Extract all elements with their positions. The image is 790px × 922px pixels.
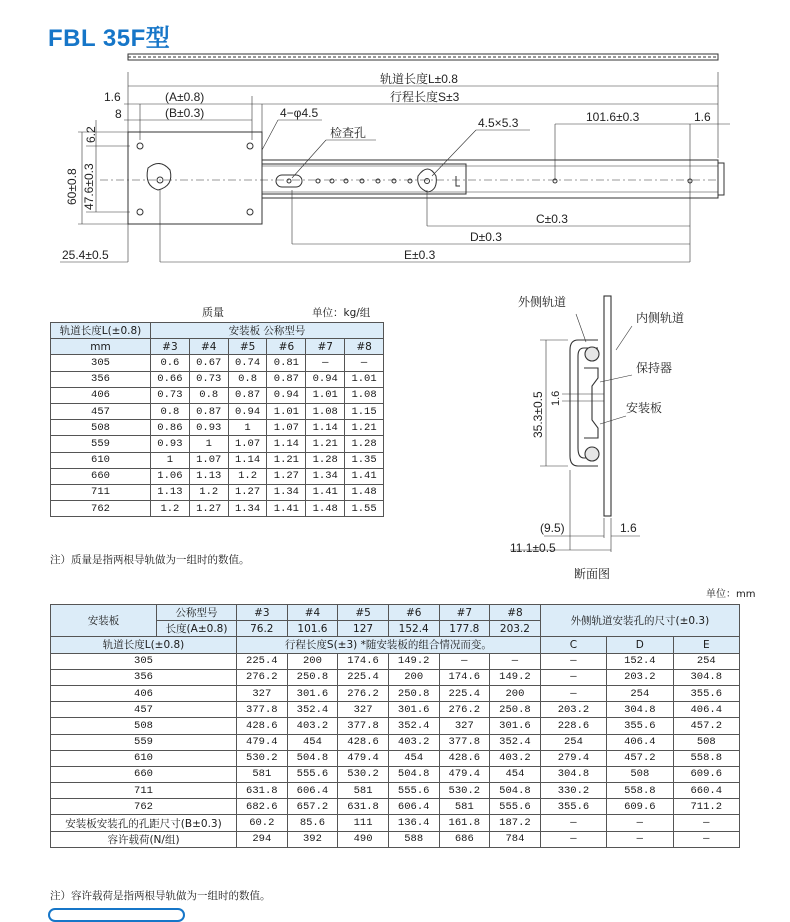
mt-value: 200 <box>490 685 541 701</box>
mt-value: 377.8 <box>237 702 288 718</box>
table-row <box>51 718 740 734</box>
mt-value: 330.2 <box>540 783 606 799</box>
mt-load-value: 392 <box>287 831 338 847</box>
mt-rail-length: 610 <box>51 750 237 766</box>
mt-value: 558.8 <box>607 783 673 799</box>
mt-value: 355.6 <box>673 685 739 701</box>
dim-101-6: 101.6±0.3 <box>586 110 640 124</box>
mass-value: 1.13 <box>189 468 228 484</box>
section-tab-bar <box>48 908 185 922</box>
mt-length-value: 152.4 <box>388 621 439 637</box>
mt-value: 254 <box>540 734 606 750</box>
mass-value: 1.55 <box>345 501 384 517</box>
mt-value: 352.4 <box>287 702 338 718</box>
dim-c: C±0.3 <box>536 212 568 226</box>
mt-rail-length: 406 <box>51 685 237 701</box>
mt-value: 555.6 <box>490 799 541 815</box>
mt-value: — <box>490 653 541 669</box>
mass-value: 1.35 <box>345 452 384 468</box>
mass-value: 1.21 <box>306 436 345 452</box>
mt-plate: 安装板 <box>51 605 157 637</box>
mt-value: 530.2 <box>439 783 490 799</box>
mt-value: 225.4 <box>338 669 389 685</box>
page-title: FBL 35F型 <box>48 25 171 52</box>
dim-a: (A±0.8) <box>165 90 205 104</box>
dim-rail-length: 轨道长度L±0.8 <box>380 72 458 86</box>
mt-value: 174.6 <box>338 653 389 669</box>
mt-rail-length: 762 <box>51 799 237 815</box>
mt-length-value: 101.6 <box>287 621 338 637</box>
mass-rail-length: 406 <box>51 387 151 403</box>
mt-value: 660.4 <box>673 783 739 799</box>
mass-value: 1.14 <box>306 420 345 436</box>
mt-pitch-label: 安装板安装孔的孔距尺寸(B±0.3) <box>51 815 237 831</box>
mt-value: 254 <box>607 685 673 701</box>
mt-pitch-value: 187.2 <box>490 815 541 831</box>
mt-pitch-value: — <box>673 815 739 831</box>
mass-value: 1.2 <box>228 468 267 484</box>
dim-b: (B±0.3) <box>165 106 205 120</box>
mt-pitch-value: 85.6 <box>287 815 338 831</box>
mt-length-value: 127 <box>338 621 389 637</box>
section-caption: 断面图 <box>574 567 611 581</box>
mt-value: 200 <box>388 669 439 685</box>
dim-25-4: 25.4±0.5 <box>62 248 109 262</box>
mass-value: 0.87 <box>228 387 267 403</box>
mass-mm: mm <box>51 339 151 355</box>
mt-value: 428.6 <box>439 750 490 766</box>
dim-section-thick: 1.6 <box>550 390 562 406</box>
mass-rail-length: 610 <box>51 452 151 468</box>
mass-value: 1.01 <box>306 387 345 403</box>
dim-slot: 4.5×5.3 <box>478 116 519 130</box>
mass-value: 0.8 <box>151 403 190 419</box>
mt-value: 530.2 <box>338 766 389 782</box>
mass-value: 0.94 <box>228 403 267 419</box>
table-row <box>51 815 740 831</box>
mt-value: 327 <box>237 685 288 701</box>
mt-load-value: 784 <box>490 831 541 847</box>
mt-value: 479.4 <box>237 734 288 750</box>
mt-value: 428.6 <box>237 718 288 734</box>
mt-value: 581 <box>439 799 490 815</box>
mass-value: — <box>306 355 345 371</box>
mt-value: 657.2 <box>287 799 338 815</box>
mt-value: 327 <box>338 702 389 718</box>
mt-value: 301.6 <box>388 702 439 718</box>
mt-value: 254 <box>673 653 739 669</box>
dim-section-height: 35.3±0.5 <box>531 391 545 438</box>
mt-value: 228.6 <box>540 718 606 734</box>
mass-value: 1.27 <box>189 501 228 517</box>
mass-value: 0.93 <box>151 436 190 452</box>
table-row <box>51 468 384 484</box>
label-retainer: 保持器 <box>636 361 673 375</box>
dim-holes: 4−φ4.5 <box>280 106 319 120</box>
label-mount-plate: 安装板 <box>626 401 663 415</box>
mt-load-value: 490 <box>338 831 389 847</box>
mt-value: 203.2 <box>607 669 673 685</box>
mass-value: 1 <box>189 436 228 452</box>
mass-value: 1.2 <box>151 501 190 517</box>
mass-col-header: #8 <box>345 339 384 355</box>
mt-value: 377.8 <box>338 718 389 734</box>
mt-value: — <box>439 653 490 669</box>
mass-value: 1.27 <box>228 484 267 500</box>
table-row <box>51 355 384 371</box>
section-drawing <box>500 290 700 590</box>
mass-rail-length: 457 <box>51 403 151 419</box>
mass-col-header: #6 <box>267 339 306 355</box>
dim-47-6: 47.6±0.3 <box>82 163 96 210</box>
table-row <box>51 387 384 403</box>
mt-value: 581 <box>338 783 389 799</box>
dim-section-1-6: 1.6 <box>620 521 637 535</box>
mt-model-header: #3 <box>237 605 288 621</box>
mass-value: 0.8 <box>189 387 228 403</box>
mt-value: 530.2 <box>237 750 288 766</box>
mass-value: 1.27 <box>267 468 306 484</box>
mt-length-value: 203.2 <box>490 621 541 637</box>
mass-value: 0.87 <box>267 371 306 387</box>
mt-load-value: — <box>540 831 606 847</box>
mt-value: 682.6 <box>237 799 288 815</box>
mt-model: 公称型号 <box>157 605 237 621</box>
mt-pitch-value: 111 <box>338 815 389 831</box>
mt-outer-header: 外侧轨道安装孔的尺寸(±0.3) <box>540 605 739 637</box>
mt-value: 454 <box>287 734 338 750</box>
mt-load-value: 294 <box>237 831 288 847</box>
mt-value: 352.4 <box>388 718 439 734</box>
mass-value: — <box>345 355 384 371</box>
mt-length-value: 76.2 <box>237 621 288 637</box>
mass-value: 1.07 <box>189 452 228 468</box>
mass-value: 0.94 <box>306 371 345 387</box>
mt-value: 250.8 <box>490 702 541 718</box>
table-row <box>51 371 384 387</box>
mt-rail-len: 轨道长度L(±0.8) <box>51 637 237 653</box>
mass-rail-length: 711 <box>51 484 151 500</box>
mt-value: 250.8 <box>287 669 338 685</box>
mass-value: 1.48 <box>345 484 384 500</box>
dim-11-1: 11.1±0.5 <box>510 541 556 555</box>
mt-load-value: 686 <box>439 831 490 847</box>
mt-value: 304.8 <box>673 669 739 685</box>
mass-value: 1.41 <box>267 501 306 517</box>
table-row <box>51 702 740 718</box>
mt-value: 279.4 <box>540 750 606 766</box>
table-row <box>51 420 384 436</box>
mt-value: 304.8 <box>540 766 606 782</box>
mt-value: 504.8 <box>490 783 541 799</box>
mt-value: 508 <box>607 766 673 782</box>
table-row <box>51 484 384 500</box>
mass-value: 1.2 <box>189 484 228 500</box>
mt-value: 609.6 <box>607 799 673 815</box>
mass-rail-length: 508 <box>51 420 151 436</box>
mt-value: 609.6 <box>673 766 739 782</box>
dim-stroke: 行程长度S±3 <box>390 90 460 104</box>
mt-value: 479.4 <box>439 766 490 782</box>
table-row <box>51 669 740 685</box>
mt-value: 276.2 <box>338 685 389 701</box>
mass-value: 0.67 <box>189 355 228 371</box>
mt-value: 508 <box>673 734 739 750</box>
label-inner-rail: 内侧轨道 <box>636 311 685 325</box>
mass-rail-length: 762 <box>51 501 151 517</box>
mt-value: 454 <box>388 750 439 766</box>
table-row <box>51 501 384 517</box>
mass-rail-length: 660 <box>51 468 151 484</box>
mass-value: 1.28 <box>306 452 345 468</box>
mass-value: 1.14 <box>228 452 267 468</box>
table-row <box>51 436 384 452</box>
mt-value: 152.4 <box>607 653 673 669</box>
mt-value: 225.4 <box>237 653 288 669</box>
mt-pitch-value: — <box>540 815 606 831</box>
mt-cde-header: E <box>673 637 739 653</box>
mt-model-header: #6 <box>388 605 439 621</box>
mass-unit: 单位：kg/组 <box>312 307 371 319</box>
table-row <box>51 734 740 750</box>
mass-value: 1.15 <box>345 403 384 419</box>
mass-col-header: #4 <box>189 339 228 355</box>
mt-pitch-value: 60.2 <box>237 815 288 831</box>
table-row <box>51 783 740 799</box>
dim-9-5: (9.5) <box>540 521 565 535</box>
mt-model-header: #7 <box>439 605 490 621</box>
mass-value: 1.01 <box>345 371 384 387</box>
mt-rail-length: 508 <box>51 718 237 734</box>
mt-value: 457.2 <box>607 750 673 766</box>
mass-caption: 质量 <box>202 306 224 319</box>
mass-value: 0.74 <box>228 355 267 371</box>
mt-value: 631.8 <box>237 783 288 799</box>
mt-value: 406.4 <box>607 734 673 750</box>
mass-table <box>50 322 384 517</box>
mass-rail-length: 356 <box>51 371 151 387</box>
mt-value: 327 <box>439 718 490 734</box>
table-row <box>51 452 384 468</box>
label-outer-rail: 外侧轨道 <box>518 295 567 309</box>
mt-rail-length: 457 <box>51 702 237 718</box>
dim-e: E±0.3 <box>404 248 436 262</box>
mt-model-header: #8 <box>490 605 541 621</box>
mass-rail-length: 559 <box>51 436 151 452</box>
mt-load-value: — <box>673 831 739 847</box>
mass-value: 0.87 <box>189 403 228 419</box>
mt-load-value: 588 <box>388 831 439 847</box>
dim-6-2: 6.2 <box>84 126 98 143</box>
mt-rail-length: 711 <box>51 783 237 799</box>
mass-value: 0.6 <box>151 355 190 371</box>
mt-cde-header: C <box>540 637 606 653</box>
main-table <box>50 604 740 848</box>
mt-value: 479.4 <box>338 750 389 766</box>
main-note: 注）容许载荷是指两根导轨做为一组时的数值。 <box>50 890 271 902</box>
mass-value: 0.81 <box>267 355 306 371</box>
mt-value: 149.2 <box>490 669 541 685</box>
mass-col-header: #5 <box>228 339 267 355</box>
mass-value: 0.93 <box>189 420 228 436</box>
mt-cde-header: D <box>607 637 673 653</box>
mt-rail-length: 559 <box>51 734 237 750</box>
dim-1-6b: 1.6 <box>694 110 711 124</box>
mt-value: 406.4 <box>673 702 739 718</box>
mt-value: 352.4 <box>490 734 541 750</box>
mt-value: 355.6 <box>540 799 606 815</box>
mass-value: 1 <box>228 420 267 436</box>
mass-value: 1.21 <box>267 452 306 468</box>
mt-model-header: #5 <box>338 605 389 621</box>
mt-value: 403.2 <box>490 750 541 766</box>
mass-value: 0.73 <box>151 387 190 403</box>
mass-plate-header: 安装板 公称型号 <box>151 323 384 339</box>
mt-pitch-value: — <box>607 815 673 831</box>
mass-value: 1.01 <box>267 403 306 419</box>
table-row <box>51 766 740 782</box>
mass-value: 1.21 <box>345 420 384 436</box>
rail-drawing <box>0 0 790 290</box>
mt-value: 301.6 <box>287 685 338 701</box>
dim-60: 60±0.8 <box>65 168 79 205</box>
mt-pitch-value: 161.8 <box>439 815 490 831</box>
main-unit: 单位：mm <box>706 589 756 600</box>
mt-value: 403.2 <box>287 718 338 734</box>
mt-value: 428.6 <box>338 734 389 750</box>
mt-value: 403.2 <box>388 734 439 750</box>
mass-value: 1.08 <box>306 403 345 419</box>
dim-1-6: 1.6 <box>104 90 121 104</box>
mass-value: 0.94 <box>267 387 306 403</box>
table-row <box>51 685 740 701</box>
mt-value: — <box>540 669 606 685</box>
mt-value: 304.8 <box>607 702 673 718</box>
mass-value: 1.41 <box>306 484 345 500</box>
mass-value: 1.07 <box>228 436 267 452</box>
mass-value: 1.28 <box>345 436 384 452</box>
mass-value: 1.06 <box>151 468 190 484</box>
mass-value: 1.34 <box>228 501 267 517</box>
table-row <box>51 403 384 419</box>
mt-rail-length: 305 <box>51 653 237 669</box>
mt-pitch-value: 136.4 <box>388 815 439 831</box>
mt-length: 长度(A±0.8) <box>157 621 237 637</box>
mt-value: 606.4 <box>388 799 439 815</box>
label-check-hole: 检查孔 <box>330 126 367 140</box>
mass-value: 0.86 <box>151 420 190 436</box>
mt-rail-length: 660 <box>51 766 237 782</box>
mass-value: 1.34 <box>267 484 306 500</box>
mt-value: 174.6 <box>439 669 490 685</box>
mt-value: 504.8 <box>287 750 338 766</box>
table-row <box>51 653 740 669</box>
mt-value: 276.2 <box>237 669 288 685</box>
mt-value: 558.8 <box>673 750 739 766</box>
mass-value: 0.73 <box>189 371 228 387</box>
dim-8: 8 <box>115 107 122 121</box>
mt-value: 355.6 <box>607 718 673 734</box>
mass-value: 1.48 <box>306 501 345 517</box>
mass-value: 1.07 <box>267 420 306 436</box>
mt-value: 555.6 <box>287 766 338 782</box>
table-row <box>51 799 740 815</box>
mt-value: 581 <box>237 766 288 782</box>
mass-value: 1.08 <box>345 387 384 403</box>
mt-value: 457.2 <box>673 718 739 734</box>
mass-value: 1.34 <box>306 468 345 484</box>
mass-value: 0.66 <box>151 371 190 387</box>
mt-value: 250.8 <box>388 685 439 701</box>
mass-value: 1.13 <box>151 484 190 500</box>
mt-value: 200 <box>287 653 338 669</box>
mass-value: 0.8 <box>228 371 267 387</box>
mt-value: 555.6 <box>388 783 439 799</box>
mt-length-value: 177.8 <box>439 621 490 637</box>
mass-value: 1 <box>151 452 190 468</box>
mt-value: 377.8 <box>439 734 490 750</box>
mt-value: 606.4 <box>287 783 338 799</box>
mt-value: 631.8 <box>338 799 389 815</box>
mt-value: 504.8 <box>388 766 439 782</box>
table-row <box>51 750 740 766</box>
mt-value: 149.2 <box>388 653 439 669</box>
mt-value: — <box>540 685 606 701</box>
mass-rail-header: 轨道长度L(±0.8) <box>51 323 151 339</box>
dim-d: D±0.3 <box>470 230 502 244</box>
mt-value: 276.2 <box>439 702 490 718</box>
mt-rail-length: 356 <box>51 669 237 685</box>
mt-load-label: 容许载荷(N/组) <box>51 831 237 847</box>
mt-value: 203.2 <box>540 702 606 718</box>
mass-note: 注）质量是指两根导轨做为一组时的数值。 <box>50 554 250 566</box>
mt-value: 225.4 <box>439 685 490 701</box>
mass-value: 1.41 <box>345 468 384 484</box>
table-row <box>51 831 740 847</box>
mt-value: 301.6 <box>490 718 541 734</box>
mass-rail-length: 305 <box>51 355 151 371</box>
mass-col-header: #3 <box>151 339 190 355</box>
mt-load-value: — <box>607 831 673 847</box>
mass-col-header: #7 <box>306 339 345 355</box>
mt-stroke-header: 行程长度S(±3) *随安装板的组合情况而变。 <box>237 637 541 653</box>
mt-model-header: #4 <box>287 605 338 621</box>
mt-value: 454 <box>490 766 541 782</box>
mt-value: — <box>540 653 606 669</box>
mt-value: 711.2 <box>673 799 739 815</box>
mass-value: 1.14 <box>267 436 306 452</box>
